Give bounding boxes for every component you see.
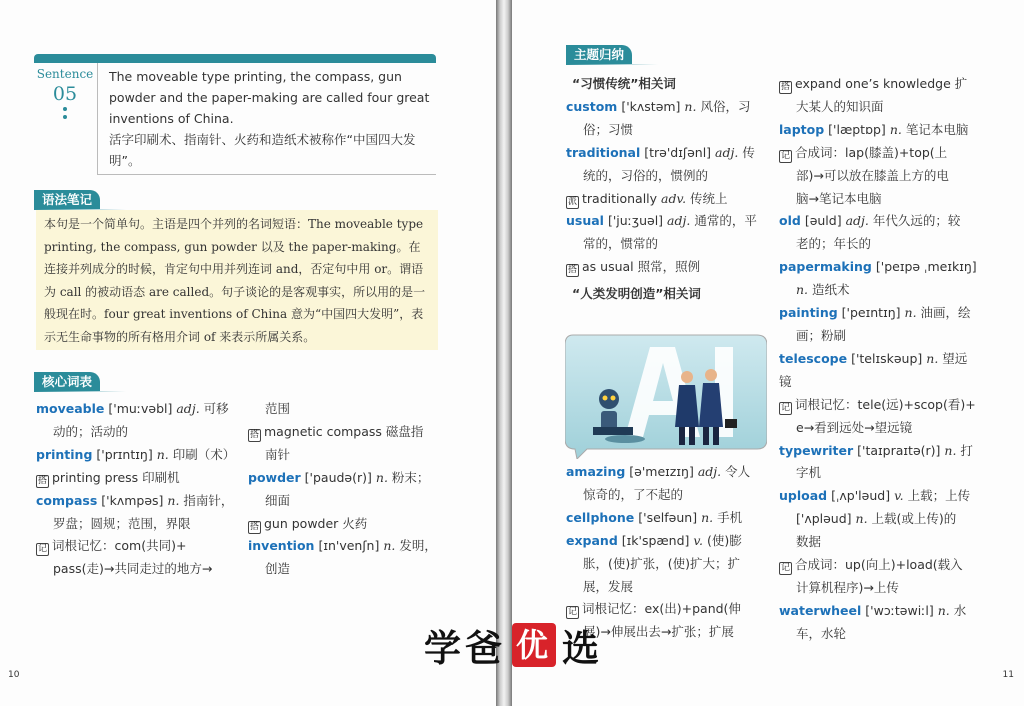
vocab-def: 俗；习惯 (583, 121, 634, 137)
vocab-entry: typewriter ['taɪpraɪtə(r)] n. 打 (779, 442, 973, 458)
watermark-badge: 优 (512, 623, 556, 667)
vocab-def: 数据 (796, 534, 822, 550)
grammar-notes-text: 本句是一个简单句。主语是四个并列的名词短语：The moveable type printing, the compass, gun powder 以及 the paper-making。在连接并列成分的时候，肯定句中用并列连词 and，否定句中用 or。谓语为 call 的被动语态 are called。句子谈论的是客观事实，所以用的是一般现在时。four great inventions of China 意为“中国四大发明”，表示无生命事物的所有格用介词 of 来表示所属关系。 (44, 217, 426, 344)
vocab-def: 细面 (265, 492, 291, 508)
vocab-def: 统的，习俗的，惯例的 (583, 167, 709, 183)
vocab-entry: moveable ['muːvəbl] adj. 可移 (36, 401, 229, 416)
vocab-entry: painting ['peɪntɪŋ] n. 油画，绘 (779, 305, 971, 321)
ai-illustration (565, 327, 767, 459)
collocation-icon: 搭 (567, 265, 577, 276)
vocab-entry: amazing [ə'meɪzɪŋ] adj. 令人 (566, 464, 751, 479)
vocab-def: 部)→可以放在膝盖上方的电 (796, 167, 949, 183)
book-gutter (496, 0, 512, 706)
vocab-column-1 (36, 398, 236, 581)
vocab-def: 动的；活动的 (53, 423, 129, 439)
vocab-memory: 记 合成词：up(向上)+load(载入 (780, 557, 963, 574)
vocab-def: 范围 (265, 401, 291, 416)
vocab-column-2 (248, 398, 448, 581)
sentence-english: The moveable type printing, the compass, gun powder and the paper-making are called four great inventions of China. (109, 69, 430, 126)
briefcase-icon (725, 419, 737, 428)
group-title-inventions: “人类发明创造”相关词 (572, 286, 701, 302)
grammar-notes-box (36, 210, 438, 350)
vocab-def: 胀，(使)扩张，(使)扩大；扩 (583, 555, 741, 571)
dots-icon (63, 107, 67, 119)
vocab-entry: printing ['prɪntɪŋ] n. 印刷（术） (36, 446, 236, 462)
watermark-logo (424, 620, 603, 670)
vocab-def: 南针 (265, 446, 291, 462)
vocab-def: 创造 (265, 561, 291, 577)
vocab-def: 惊奇的，了不起的 (583, 486, 684, 502)
sentence-header-bar (34, 54, 436, 63)
collocation-icon: 搭 (37, 475, 47, 486)
vocab-def: 计算机程序)→上传 (796, 579, 899, 595)
sentence-box (97, 63, 436, 175)
vocab-def: 展，发展 (583, 578, 634, 594)
grammar-notes-tag: 语法笔记 (34, 190, 100, 209)
vocab-entry: compass ['kʌmpəs] n. 指南针， (36, 492, 234, 508)
vocab-memory: 记 词根记忆：com(共同)+ (37, 538, 187, 555)
topic-column-1 (566, 73, 770, 306)
sentence-label: Sentence (36, 67, 94, 81)
vocab-collocation: 搭 printing press 印刷机 (37, 469, 180, 486)
watermark-text: 学爸 (424, 627, 506, 670)
sentence-number: 05 (52, 83, 78, 105)
vocab-def: 展)→伸展出去→扩张；扩展 (583, 624, 734, 640)
vocab-def: 画；粉刷 (796, 327, 847, 343)
sentence-marker (34, 63, 96, 173)
memory-icon: 记 (780, 150, 790, 161)
page-number-left: 10 (8, 670, 20, 680)
page-number-right: 11 (1002, 670, 1014, 680)
vocab-entry: expand [ɪk'spænd] v. (使)膨 (566, 532, 742, 548)
vocab-def: pass(走)→共同走过的地方→ (53, 561, 213, 577)
vocab-entry: laptop ['læptɒp] n. 笔记本电脑 (779, 121, 969, 137)
collocation-icon: 搭 (780, 82, 790, 92)
memory-icon: 记 (37, 544, 47, 555)
memory-icon: 记 (780, 402, 790, 413)
vocab-collocation: 搭 magnetic compass 磁盘指 (249, 423, 424, 440)
vocab-entry: traditional [trə'dɪʃənl] adj. 传 (566, 144, 755, 160)
vocab-entry: upload [ˌʌp'ləud] v. 上载；上传 (779, 488, 971, 504)
vocab-collocation: 搭 expand one’s knowledge 扩 (780, 76, 968, 92)
topic-summary-tag: 主题归纳 (566, 45, 632, 64)
vocab-entry: papermaking ['peɪpə ˌmeɪkɪŋ] (779, 259, 977, 275)
vocab-def: 字机 (796, 465, 822, 481)
vocab-entry: telescope ['telɪskəup] n. 望远镜 (779, 350, 968, 389)
vocab-entry: old [əuld] adj. 年代久远的；较 (779, 213, 961, 229)
left-page (0, 0, 496, 706)
vocab-def: 大某人的知识面 (796, 98, 884, 114)
vocab-def: ['ʌpləud] n. 上载(或上传)的 (796, 511, 957, 527)
sentence-chinese: 活字印刷术、指南针、火药和造纸术被称作“中国四大发明”。 (109, 132, 416, 168)
collocation-icon: 搭 (249, 429, 259, 440)
memory-icon: 记 (780, 563, 790, 574)
vocab-derivative: 派 traditionally adv. 传统上 (567, 190, 728, 207)
vocab-entry: cellphone ['selfəun] n. 手机 (566, 509, 743, 525)
collocation-icon: 搭 (249, 521, 259, 532)
vocab-def: 老的；年长的 (796, 236, 872, 252)
topic-column-1b (566, 461, 770, 644)
watermark-text: 选 (562, 627, 603, 670)
vocab-entry: usual ['juːʒuəl] adj. 通常的，平 (566, 213, 757, 229)
vocab-memory: 记 词根记忆：ex(出)+pand(伸 (567, 601, 741, 618)
vocab-entry: waterwheel ['wɔːtəwiːl] n. 水 (779, 602, 967, 618)
robot-head-icon (599, 389, 619, 409)
vocab-memory: 记 词根记忆：tele(远)+scop(看)+ (780, 396, 976, 413)
vocab-def: e→看到远处→望远镜 (796, 419, 913, 435)
vocab-collocation: 搭 gun powder 火药 (249, 515, 368, 532)
vocab-def: 常的，惯常的 (583, 236, 659, 252)
vocab-def: 罗盘；圆规；范围，界限 (53, 515, 191, 531)
group-title-habits: “习惯传统”相关词 (572, 76, 676, 91)
topic-column-2 (779, 73, 979, 646)
vocab-entry: invention [ɪn'venʃn] n. 发明， (248, 538, 437, 554)
vocab-memory: 记 合成词：lap(膝盖)+top(上 (780, 144, 948, 161)
vocab-def: 车，水轮 (796, 625, 847, 641)
vocab-entry: custom ['kʌstəm] n. 风俗，习 (566, 98, 751, 114)
memory-icon: 记 (567, 607, 577, 618)
vocab-collocation: 搭 as usual 照常，照例 (567, 259, 701, 276)
core-vocab-tag: 核心词表 (34, 372, 100, 391)
derivative-icon: 派 (567, 196, 577, 207)
vocab-entry: powder ['paudə(r)] n. 粉末； (248, 469, 430, 485)
vocab-def: 脑→笔记本电脑 (796, 190, 882, 206)
vocab-def: n. 造纸术 (796, 282, 850, 298)
